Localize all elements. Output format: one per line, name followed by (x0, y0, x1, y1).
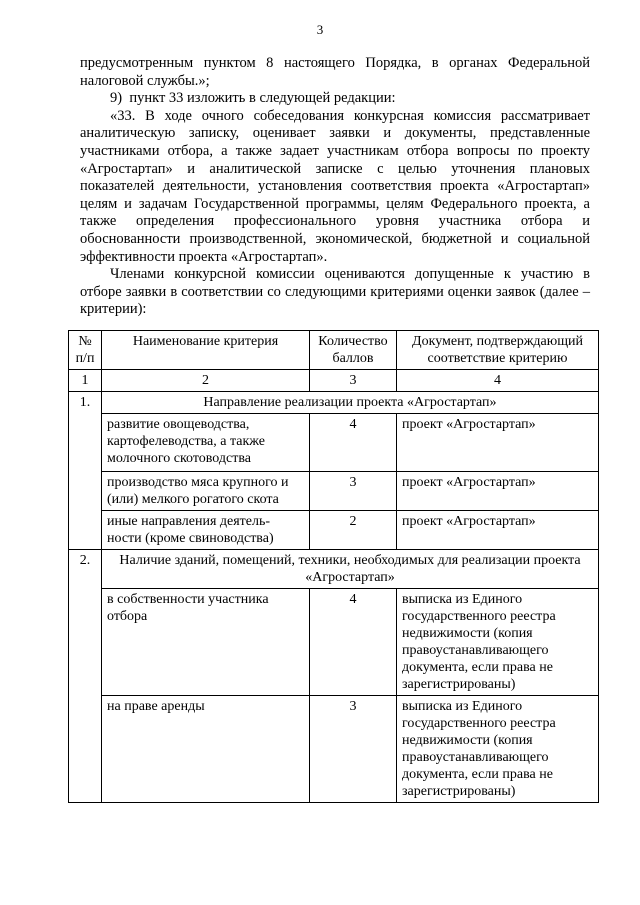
header-name: Наименование критерия (102, 331, 310, 370)
numbering-cell: 2 (102, 370, 310, 392)
criterion-points: 3 (310, 472, 397, 511)
group-number: 2. (69, 550, 102, 803)
table-numbering-row (69, 370, 599, 392)
criterion-document: проект «Агростартап» (397, 472, 599, 511)
paragraph-item-9: 9) пункт 33 изложить в следующей редакции: (110, 90, 396, 107)
header-points: Количество баллов (310, 331, 397, 370)
table-group-row (69, 550, 599, 589)
criterion-name: производство мяса крупного и (или) мелкого рогатого скота (102, 472, 310, 511)
criterion-points: 4 (310, 589, 397, 696)
criterion-name: на праве аренды (102, 696, 310, 803)
criterion-points: 3 (310, 696, 397, 803)
page-number: 3 (316, 22, 324, 37)
document-body (80, 55, 590, 319)
criterion-document: проект «Агростартап» (397, 511, 599, 550)
criterion-points: 4 (310, 414, 397, 472)
criterion-name: иные направления деятель-ности (кроме свиноводства) (102, 511, 310, 550)
paragraph-continuation: предусмотренным пунктом 8 настоящего Порядка, в органах Федеральной налоговой службы.»; (80, 55, 590, 89)
header-num: № п/п (69, 331, 102, 370)
paragraph-criteria-intro: Членами конкурсной комиссии оцениваются допущенные к участию в отборе заявки в соответствии со следующими критериями оценки заявок (далее – критерии): (80, 266, 590, 318)
numbering-cell: 1 (69, 370, 102, 392)
criterion-document: выписка из Единого государственного реестра недвижимости (копия правоустанавливающего документа, если права не зарегистрированы) (397, 696, 599, 803)
criterion-points: 2 (310, 511, 397, 550)
criterion-name: развитие овощеводства, картофелеводства, а также молочного скотоводства (102, 414, 310, 472)
table-group-row (69, 392, 599, 414)
criterion-name: в собственности участника отбора (102, 589, 310, 696)
criterion-document: выписка из Единого государственного реестра недвижимости (копия правоустанавливающего документа, если права не зарегистрированы) (397, 589, 599, 696)
group-number: 1. (69, 392, 102, 550)
criterion-document: проект «Агростартап» (397, 414, 599, 472)
table-row (69, 511, 599, 550)
group-title: Наличие зданий, помещений, техники, необходимых для реализации проекта «Агростартап» (102, 550, 599, 589)
table-row (69, 589, 599, 696)
group-title: Направление реализации проекта «Агростартап» (102, 392, 599, 414)
table-row (69, 414, 599, 472)
numbering-cell: 3 (310, 370, 397, 392)
table-header-row (69, 331, 599, 370)
header-doc: Документ, подтверждающий соответствие критерию (397, 331, 599, 370)
table-row (69, 472, 599, 511)
table-row (69, 696, 599, 803)
numbering-cell: 4 (397, 370, 599, 392)
paragraph-point-33: «33. В ходе очного собеседования конкурсная комиссия рассматривает аналитическую записку, оценивает заявки и документы, представленные участниками отбора, а также задает участникам отбора вопросы по проекту «Агростартап» и аналитической записке с целью уточнения плановых показателей деятельности, установления соответствия проекта «Агростартап» целям и задачам Государственной программы, целям Федерального проекта, а также определения профессионального уровня участника отбора и обоснованности производственной, экономической, бюджетной и социальной эффективности проекта «Агростартап». (80, 107, 590, 265)
criteria-table (68, 330, 599, 803)
